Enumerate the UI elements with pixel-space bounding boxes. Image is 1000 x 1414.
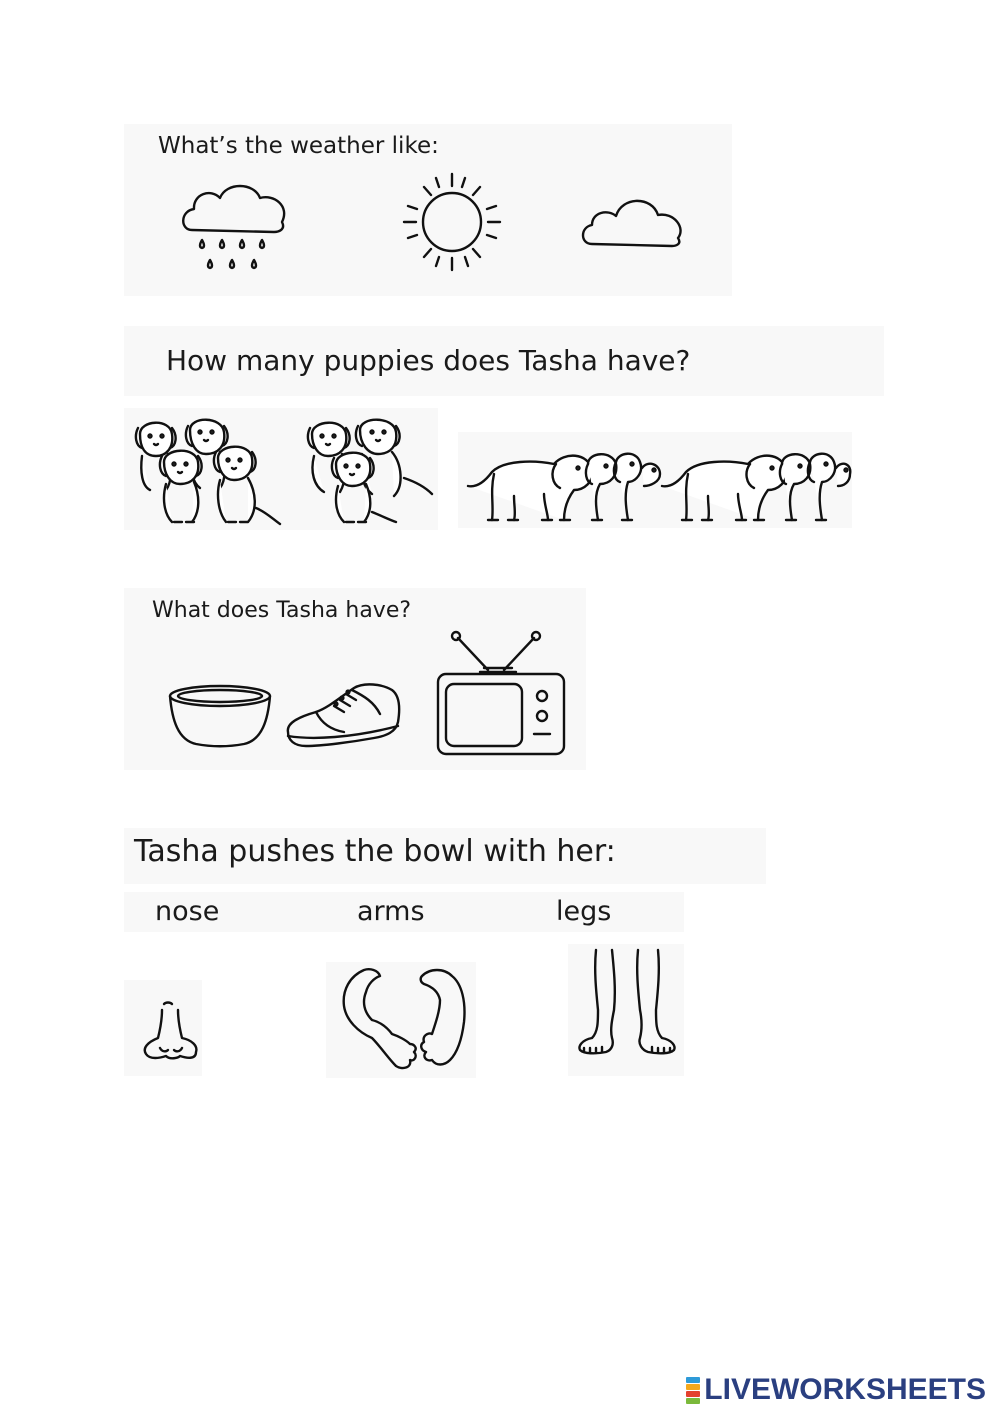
three-puppies-group <box>306 416 436 528</box>
legs-option[interactable] <box>576 948 680 1058</box>
bowl-option[interactable] <box>164 680 276 750</box>
logo-mark-bar <box>686 1398 700 1404</box>
weather-question-title: What’s the weather like: <box>158 133 439 159</box>
legs-icon <box>576 948 680 1058</box>
nose-option[interactable] <box>140 1000 200 1064</box>
rain-cloud-option[interactable] <box>178 178 298 278</box>
bodypart-question-title: Tasha pushes the bowl with her: <box>134 834 616 869</box>
walking-puppies-option[interactable] <box>464 436 852 526</box>
four-puppies-group <box>134 416 284 528</box>
sun-option[interactable] <box>400 170 504 272</box>
objects-question-title: What does Tasha have? <box>152 598 412 623</box>
brand-name: LIVEWORKSHEETS <box>704 1373 986 1406</box>
nose-icon <box>140 1000 200 1064</box>
cloud-option[interactable] <box>578 190 686 252</box>
logo-mark-bar <box>686 1391 700 1397</box>
liveworksheets-logo <box>686 1373 986 1407</box>
nose-label[interactable]: nose <box>155 896 220 927</box>
arms-option[interactable] <box>340 966 472 1076</box>
legs-label[interactable]: legs <box>556 896 612 927</box>
logo-mark-bar <box>686 1377 700 1383</box>
tv-icon <box>432 630 568 758</box>
bowl-icon <box>164 680 276 750</box>
walking-puppies-row <box>464 436 852 526</box>
shoe-icon <box>282 682 404 754</box>
logo-mark-bar <box>686 1384 700 1390</box>
sun-icon <box>400 170 504 272</box>
three-puppies-option[interactable] <box>306 416 436 528</box>
arms-icon <box>340 966 472 1076</box>
four-puppies-option[interactable] <box>134 416 284 528</box>
tv-option[interactable] <box>432 630 568 758</box>
rain-cloud-icon <box>178 178 298 278</box>
puppies-question-title: How many puppies does Tasha have? <box>166 344 691 377</box>
shoe-option[interactable] <box>282 682 404 754</box>
cloud-icon <box>578 190 686 252</box>
logo-mark-icon <box>686 1377 700 1404</box>
arms-label[interactable]: arms <box>357 896 425 927</box>
